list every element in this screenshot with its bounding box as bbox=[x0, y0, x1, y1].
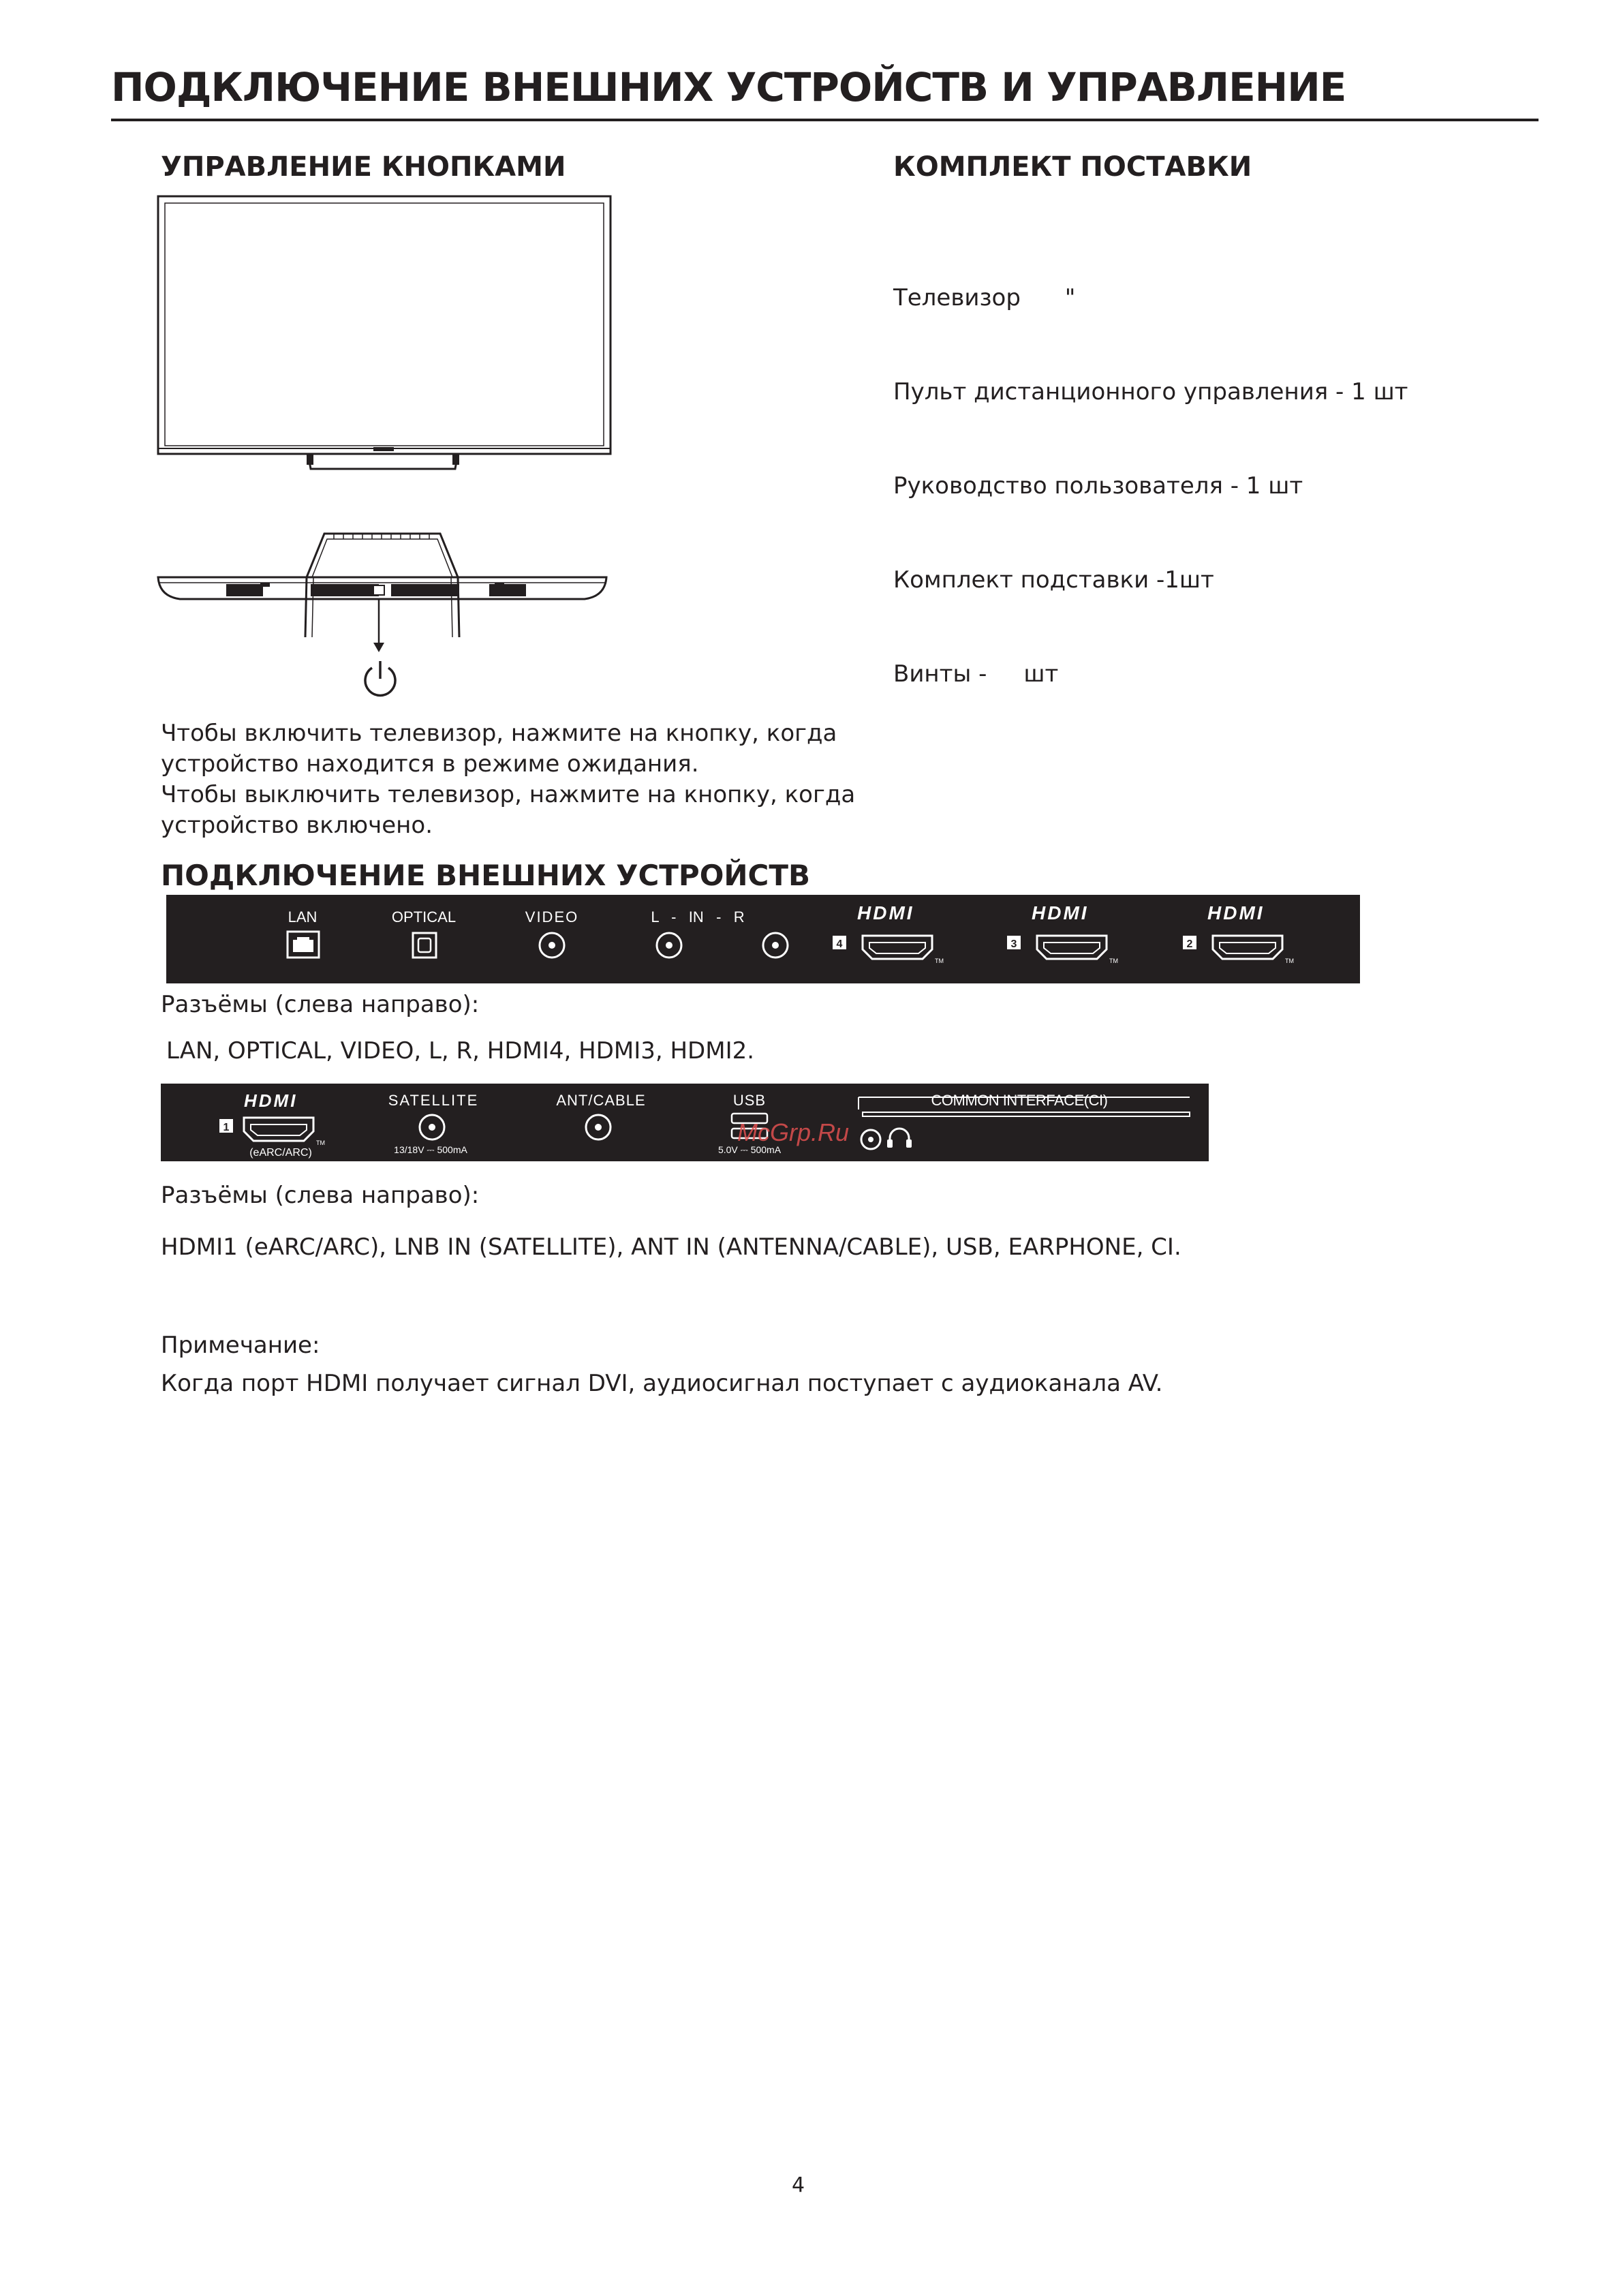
ci-label: COMMON INTERFACE(CI) bbox=[931, 1092, 1108, 1109]
port-number: 2 bbox=[1186, 938, 1193, 950]
package-item: Телевизор " bbox=[893, 284, 1076, 311]
connections-section-title: ПОДКЛЮЧЕНИЕ ВНЕШНИХ УСТРОЙСТВ bbox=[161, 859, 811, 892]
satellite-power-label: 13/18V ⎓ 500mA bbox=[394, 1144, 467, 1155]
buttons-description bbox=[161, 718, 855, 841]
package-section-title: КОМПЛЕКТ ПОСТАВКИ bbox=[893, 151, 1252, 183]
note-text: Когда порт HDMI получает сигнал DVI, аудиосигнал поступает с аудиоканала AV. bbox=[161, 1370, 1163, 1397]
satellite-label: SATELLITE bbox=[388, 1092, 479, 1109]
optical-label: OPTICAL bbox=[391, 908, 457, 925]
port-number: 4 bbox=[836, 938, 843, 950]
buttons-section-title: УПРАВЛЕНИЕ КНОПКАМИ bbox=[161, 151, 566, 183]
panel1-connector-list: LAN, OPTICAL, VIDEO, L, R, HDMI4, HDMI3, HDMI2. bbox=[166, 1037, 755, 1065]
tm-mark: TM bbox=[1109, 958, 1118, 964]
package-item: Руководство пользователя - 1 шт bbox=[893, 472, 1303, 500]
hdmi-logo: HDMI bbox=[244, 1090, 298, 1111]
video-label: VIDEO bbox=[525, 908, 579, 925]
tv-front-illustration bbox=[157, 195, 613, 476]
panel1-caption: Разъёмы (слева направо): bbox=[161, 991, 480, 1018]
hdmi-logo: HDMI bbox=[1207, 902, 1265, 923]
buttons-description-line: Чтобы включить телевизор, нажмите на кнопку, когда bbox=[161, 720, 837, 747]
package-item: Винты - шт bbox=[893, 660, 1059, 688]
hdmi-logo: HDMI bbox=[1032, 902, 1089, 923]
package-item: Комплект подставки -1шт bbox=[893, 566, 1214, 594]
package-list bbox=[893, 219, 1408, 721]
tm-mark: TM bbox=[1285, 958, 1294, 964]
buttons-description-line: Чтобы выключить телевизор, нажмите на кнопку, когда bbox=[161, 781, 856, 808]
port-number: 1 bbox=[223, 1122, 230, 1133]
note-label: Примечание: bbox=[161, 1332, 320, 1359]
panel2-caption: Разъёмы (слева направо): bbox=[161, 1182, 480, 1209]
tm-mark: TM bbox=[316, 1139, 325, 1146]
panel2-connector-list: HDMI1 (eARC/ARC), LNB IN (SATELLITE), ANT IN (ANTENNA/CABLE), USB, EARPHONE, CI. bbox=[161, 1234, 1181, 1261]
watermark: McGrp.Ru bbox=[737, 1118, 850, 1146]
power-icon bbox=[361, 658, 399, 699]
buttons-description-line: устройство включено. bbox=[161, 812, 433, 839]
usb-power-label: 5.0V ⎓ 500mA bbox=[717, 1144, 782, 1155]
tm-mark: TM bbox=[935, 958, 944, 964]
page-title: ПОДКЛЮЧЕНИЕ ВНЕШНИХ УСТРОЙСТВ И УПРАВЛЕНИЕ bbox=[111, 64, 1346, 110]
audio-in-label: L - IN - R bbox=[651, 908, 745, 925]
panel-background bbox=[166, 895, 1360, 983]
buttons-description-line: устройство находится в режиме ожидания. bbox=[161, 750, 699, 778]
package-item: Пульт дистанционного управления - 1 шт bbox=[893, 378, 1408, 405]
earc-label: (eARC/ARC) bbox=[249, 1147, 312, 1159]
rear-panel-bottom bbox=[161, 1084, 1209, 1161]
hdmi-logo: HDMI bbox=[857, 902, 914, 923]
ant-cable-label: ANT/CABLE bbox=[556, 1092, 646, 1109]
port-number: 3 bbox=[1010, 938, 1017, 950]
title-divider bbox=[111, 119, 1539, 121]
usb-label: USB bbox=[732, 1092, 767, 1109]
page-number: 4 bbox=[792, 2173, 805, 2197]
lan-label: LAN bbox=[288, 908, 318, 925]
rear-panel-side bbox=[166, 895, 1360, 983]
